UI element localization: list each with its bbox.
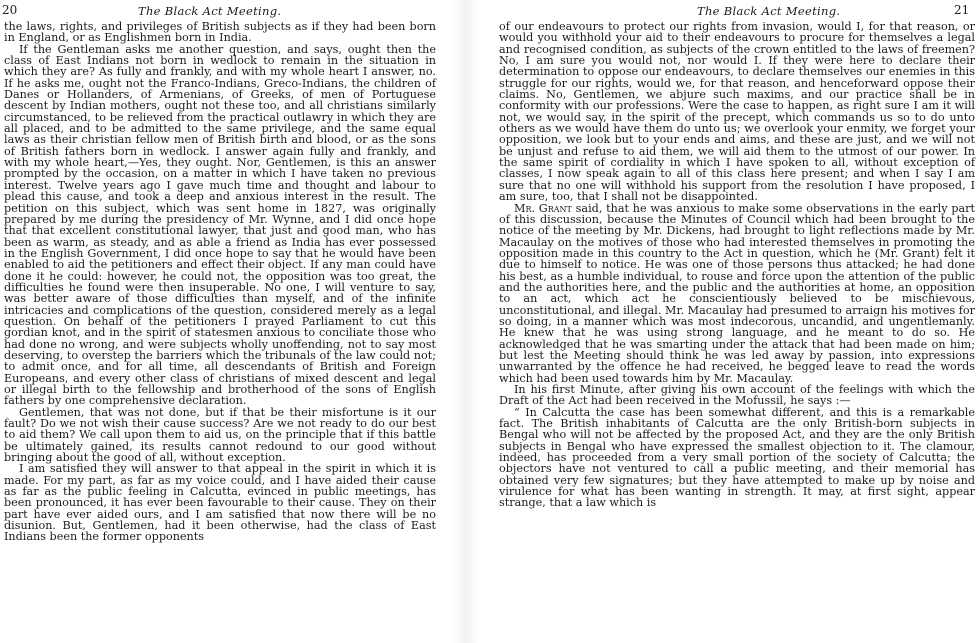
right-paragraph-3: In his first Minute, after giving his own account of the feelings with which the Draft of the Act had been received in the Mofussil, he says :— — [499, 383, 975, 408]
left-paragraph-4: I am satisfied they will answer to that appeal in the spirit in which it is made. For my part, as far as my voice could, and I have aided their cause as far as the public feeling in Calcutta, evinced in public meetings, has been pronounced, it has ever been favourable to their cause. They on their part have ever aided ours, and I am satisfied that now there will be no disunion. But, Gentlemen, had it been otherwise, had the class of East Indians been the former opponents — [4, 462, 436, 544]
right-page — [492, 0, 980, 643]
right-page-number: 21 — [954, 3, 970, 17]
right-paragraph-2 — [499, 203, 975, 385]
left-page-body — [4, 21, 436, 543]
left-paragraph-2: If the Gentleman asks me another question, and says, ought then the class of East Indians not born in wedlock to remain in the situation in which they are? As fully and frankly, and with my whole heart I answer, no. If he asks me, ought not the Franco-Indians, Greco-Indians, the children of Danes or Hollanders, of Armenians, of Greeks, of men of Portuguese descent by Indian mothers, ought not these too, and all christians similarly circumstanced, to be relieved from the practical outlawry in which they are all placed, and to be admitted to the same privilege, and the same equal laws as their christian fellow men of British birth and blood, or as the sons of British fathers born in wedlock. I answer again fully and frankly, and with my whole heart,—Yes, they ought. Nor, Gentlemen, is this an answer prompted by the occasion, on a matter in which I have taken no previous interest. Twelve years ago I gave much time and thought and labour to plead this cause, and took a deep and anxious interest in the result. The petition on this subject, which was sent home in 1827, was originally prepared by me during the presidency of Mr. Wynne, and I did once hope that that excellent constitutional lawyer, that just and good man, who has been as warm, as steady, and as able a friend as India has ever possessed in the English Government, I did once hope to say that he would have been enabled to aid the petitioners and effect their object. If any man could have done it he could: however, he could not, the opposition was too great, the difficulties he found were then insuperable. No one, I will venture to say, was better aware of those difficulties than myself, and of the infinite intricacies and complications of the question, considered merely as a legal question. On behalf of the petitioners I prayed Parliament to cut this gordian knot, and in the spirit of statesmen anxious to conciliate those who had done no wrong, and were subjects wholly unoffending, not to say most deserving, to overstep the barriers which the tribunals of the law could not; to admit once, and for all time, all descendants of British and Foreign Europeans, and every other class of christians of mixed descent and legal or illegal birth to the fellowship and brotherhood of the sons of English fathers by one comprehensive declaration. — [4, 42, 436, 408]
speaker-name: Mr. Grant — [514, 201, 572, 215]
right-paragraph-2-text: said, that he was anxious to make some observations in the early part of this discussion, because the Minutes of Council which had been brought to the notice of the meeting by Mr. Dickens, had brought to light reflections made by Mr. Macaulay on the motives of those who had interested themselves in promoting the opposition made in this country to the Act in question, which he (Mr. Grant) felt it due to himself to notice. He was one of those persons thus attacked; he had done his best, as a humble individual, to rouse and force upon the attention of the public and the authorities here, and the public and the authorities at home, an opposition to an act, which act he conscientiously believed to be mischievous, unconstitutional, and illegal. Mr. Macaulay had presumed to arraign his motives for so doing, in a manner which was most indecorous, uncandid, and ungentlemanly. He knew that he was using strong language, and he meant to do so. He acknowledged that he was smarting under the attack that had been made on him; but lest the Meeting should think he was led away by passion, into expressions unwarranted by the offence he had received, he begged leave to read the words which had been used towards him by Mr. Macaulay. — [499, 201, 976, 385]
left-page — [0, 0, 445, 643]
left-paragraph-3: Gentlemen, that was not done, but if that be their misfortune is it our fault? Do we not wish their cause success? Are we not ready to do our best to aid them? We call upon them to aid us, on the principle that if this battle be ultimately gained, its results cannot redound to our good without bringing about the good of all, without exception. — [4, 405, 436, 465]
right-paragraph-4-quote: “ In Calcutta the case has been somewhat different, and this is a remarkable fact. The British inhabitants of Calcutta are the only British-born subjects in Bengal who will not be affected by the proposed Act, and they are the only British subjects in Bengal who have expressed the smallest objection to it. The clamour, indeed, has proceeded from a very small portion of the society of Calcutta; the objectors have not ventured to call a public meeting, and their memorial has obtained very few signatures; but they have attempted to make up by noise and virulence for what has been wanting in strength. It may, at first sight, appear strange, that a law which is — [499, 405, 975, 510]
left-page-number: 20 — [2, 3, 18, 17]
right-paragraph-1: of our endeavours to protect our rights from invasion, would I, for that reason, or would you withhold your aid to their endeavours to procure for themselves a legal and recognised condition, as subjects of the crown entitled to the laws of freemen? No, I am sure you would not, nor would I. If they were here to declare their determination to oppose our endeavours, to declare themselves our enemies in this struggle for our rights, would we, for that reason, and henceforward oppose their claims. No, Gentlemen, we abjure such maxims, and our practice shall be in conformity with our professions. Were the case to happen, as right sure I am it will not, we would say, in the spirit of the precept, which commands us so to do unto others as we would have them do unto us; we overlook your enmity, we forget your opposition, we look but to your ends and aims, and these are just, and we will not be unjust and refuse to aid them, we will aid them to the utmost of our power. In the same spirit of cordiality in which I have spoken to all, without exception of classes, I now speak again to all of this class here present; and when I say I am sure that no one will withhold his support from the resolution I have proposed, I am sure, too, that I shall not be disappointed. — [499, 20, 975, 204]
left-paragraph-1: the laws, rights, and privileges of British subjects as if they had been born in England, or as Englishmen born in India. — [4, 20, 436, 45]
right-page-body — [499, 21, 975, 509]
book-gutter — [452, 0, 480, 643]
right-running-title: The Black Act Meeting. — [697, 4, 841, 18]
left-running-title: The Black Act Meeting. — [138, 4, 282, 18]
